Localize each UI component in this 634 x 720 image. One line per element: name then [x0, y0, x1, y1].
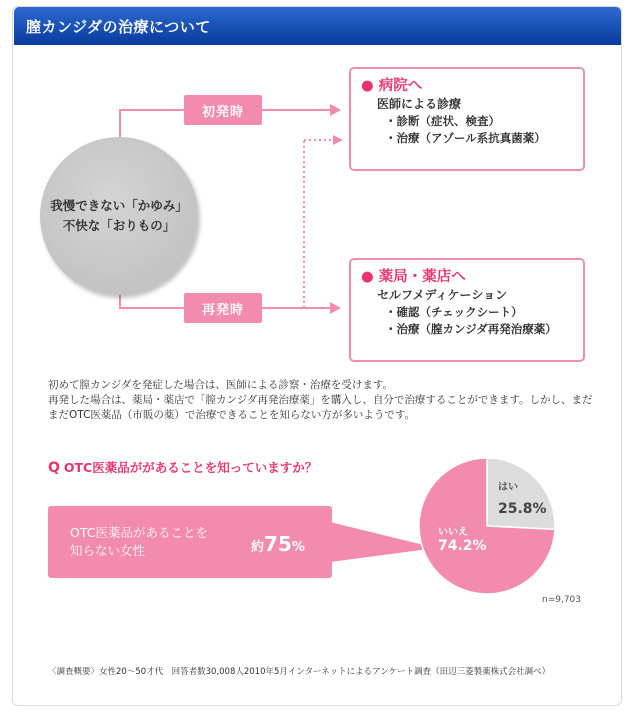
- recurrence-tag: 再発時: [184, 293, 262, 323]
- hospital-subtitle: 医師による診療: [377, 97, 462, 111]
- callout-unit: %: [291, 540, 305, 555]
- callout-prefix: 約: [251, 540, 265, 555]
- pie-label-yes: はい: [498, 482, 518, 493]
- section-title: 膣カンジダの治療について: [26, 18, 211, 36]
- pie-value-yes: 25.8%: [498, 501, 547, 517]
- survey-callout: [48, 506, 332, 578]
- pharmacy-title: ● 薬局・薬店へ: [361, 269, 466, 285]
- callout-line-2: 知らない女性: [70, 543, 146, 558]
- survey-footnote: 〈調査概要〉女性20～50才代 回答者数30,008人2010年5月インターネットによるアンケート調査（田辺三菱製薬株式会社調べ）: [48, 667, 551, 677]
- callout-value: [251, 532, 305, 556]
- pie-slice-yes: [487, 458, 555, 529]
- callout-text: [70, 524, 208, 560]
- sample-size: n=9,703: [542, 595, 582, 605]
- callout-line-1: OTC医薬品があることを: [70, 525, 208, 540]
- hospital-title: ● 病院へ: [361, 78, 423, 94]
- hospital-item-treatment: ・治療（アゾール系抗真菌薬）: [385, 131, 546, 145]
- pharmacy-item-treatment: ・治療（膣カンジダ再発治療薬）: [385, 322, 557, 336]
- question-mark: Q: [48, 460, 60, 476]
- paragraph-line-1: 初めて膣カンジダを発症した場合は、医師による診察・治療を受けます。: [48, 379, 393, 391]
- hospital-item-diagnosis: ・診断（症状、検査）: [385, 114, 500, 128]
- pie-value-no: 74.2%: [438, 538, 487, 554]
- paragraph-line-2: 再発した場合は、薬局・薬店で「膣カンジダ再発治療薬」を購入し、自分で治療することができます。しかし、まだ: [48, 394, 593, 406]
- paragraph-line-3: まだOTC医薬品（市販の薬）で治療できることを知らない方が多いようです。: [48, 409, 416, 421]
- callout-number: 75: [264, 532, 292, 556]
- pharmacy-item-check: ・確認（チェックシート）: [385, 305, 523, 319]
- pharmacy-subtitle: セルフメディケーション: [377, 288, 508, 302]
- symptom-line-2: 不快な「おりもの」: [62, 218, 176, 233]
- symptom-line-1: 我慢できない「かゆみ」: [50, 198, 188, 213]
- question-text: OTC医薬品ががあることを知っていますか？: [63, 460, 318, 475]
- first-onset-tag: 初発時: [184, 95, 262, 125]
- pie-label-no: いいえ: [438, 527, 468, 538]
